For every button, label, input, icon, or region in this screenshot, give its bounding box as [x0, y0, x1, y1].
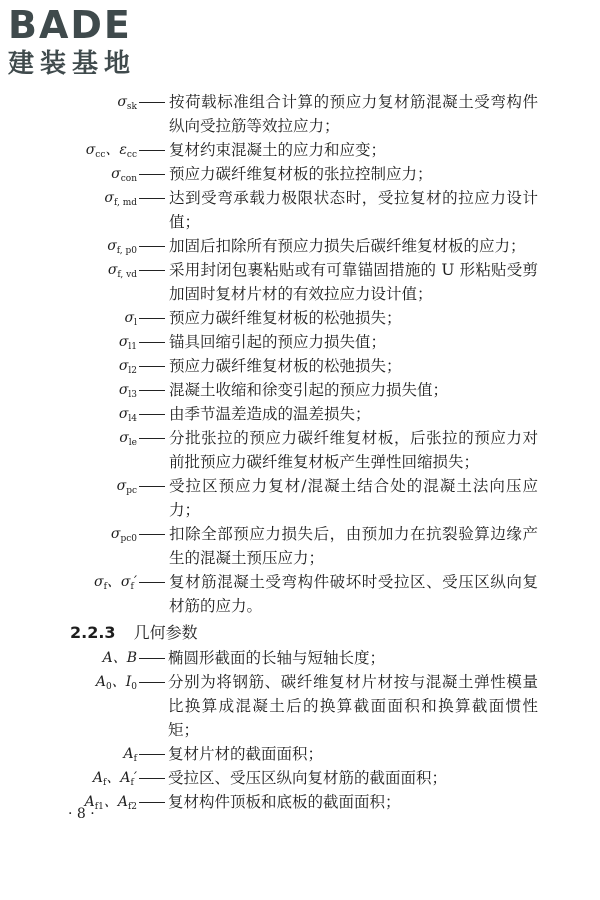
definition-entry: [0, 354, 600, 378]
symbol-subscript: f, md: [113, 198, 137, 208]
symbol-main: σ: [117, 94, 127, 110]
symbol-subscript: f: [133, 754, 137, 764]
definition-entry: [0, 330, 600, 354]
symbol-second-subscript: f: [130, 778, 134, 788]
definition-text: 采用封闭包裹粘贴或有可靠锚固措施的 U 形粘贴受剪加固时复材片材的有效拉应力设计值；: [169, 261, 538, 303]
symbol-main: σ: [119, 430, 129, 446]
symbol-main: A: [84, 794, 95, 810]
definition-entry: [0, 402, 600, 426]
symbol: [117, 474, 137, 503]
symbol: [104, 186, 137, 215]
symbol: [108, 258, 137, 287]
symbol-second-subscript: 0: [131, 682, 137, 692]
definition-text: 受拉区预应力复材/混凝土结合处的混凝土法向压应力；: [169, 477, 538, 519]
definition-entry: [0, 234, 600, 258]
geometry-symbol-list: [0, 646, 600, 814]
symbol-second-subscript: f: [130, 582, 134, 592]
definition-text: 复材约束混凝土的应力和应变；: [169, 141, 387, 159]
definition-text: 扣除全部预应力损失后，由预加力在抗裂验算边缘产生的混凝土预压应力；: [169, 525, 538, 567]
symbol-prime: ′: [133, 574, 137, 590]
definition-entry: [0, 766, 600, 790]
symbol-second-subscript: f2: [127, 802, 137, 812]
definition-entry: [0, 670, 600, 742]
definition-text: 预应力碳纤维复材板的张拉控制应力；: [169, 165, 433, 183]
definition-entry: [0, 742, 600, 766]
symbol-main: σ: [94, 574, 104, 590]
definition-text: 分别为将钢筋、碳纤维复材片材按与混凝土弹性模量比换算成混凝土后的换算截面面积和换算截面惯性矩；: [168, 673, 538, 739]
bade-logo: [8, 4, 178, 88]
symbol: A、B: [102, 650, 137, 666]
symbol-subscript: f, p0: [116, 246, 137, 256]
symbol-subscript: con: [120, 174, 137, 184]
definition-text: 加固后扣除所有预应力损失后碳纤维复材板的应力；: [169, 237, 526, 255]
symbol-subscript: l3: [128, 390, 137, 400]
definition-text: 分批张拉的预应力碳纤维复材板，后张拉的预应力对前批预应力碳纤维复材板产生弹性回缩损失；: [169, 429, 538, 471]
symbol-subscript: l1: [128, 342, 137, 352]
definition-text: 达到受弯承载力极限状态时，受拉复材的拉应力设计值；: [169, 189, 538, 231]
symbol-second: A: [117, 794, 128, 810]
symbol-prime: ′: [133, 770, 137, 786]
definition-entry: [0, 426, 600, 474]
symbol-subscript: l4: [128, 414, 137, 424]
definition-entry: [0, 474, 600, 522]
symbol-subscript: f1: [94, 802, 104, 812]
symbol-main: σ: [107, 262, 118, 278]
symbol-main: σ: [85, 142, 96, 158]
definition-entry: [0, 186, 600, 234]
symbol: $A_f$、$A_f'$: [92, 770, 137, 788]
symbol-main: A: [123, 746, 134, 762]
definition-entry: [0, 378, 600, 402]
symbol: [111, 522, 137, 551]
symbol-subscript: f, vd: [117, 270, 137, 280]
definition-entry: [0, 162, 600, 186]
symbol-second: σ: [120, 574, 131, 590]
definition-text: 复材片材的截面面积；: [168, 745, 324, 763]
symbol-main: σ: [124, 310, 135, 326]
symbol-main: σ: [116, 478, 127, 494]
symbol-second: ε: [119, 142, 127, 158]
symbol-subscript: le: [128, 438, 137, 448]
symbol-main: σ: [110, 526, 121, 542]
symbol-main: σ: [118, 382, 129, 398]
stress-symbol-list: [0, 90, 600, 618]
symbol-main: σ: [118, 358, 129, 374]
definition-text: 按荷载标准组合计算的预应力复材筋混凝土受弯构件纵向受拉筋等效拉应力；: [169, 93, 538, 135]
symbol-subscript: 0: [106, 682, 112, 692]
definition-text: 受拉区、受压区纵向复材筋的截面面积；: [168, 769, 448, 787]
symbol: [119, 426, 137, 455]
definition-entry: [0, 258, 600, 306]
definition-text: 由季节温差造成的温差损失；: [169, 405, 371, 423]
symbol-main: A: [92, 770, 103, 786]
symbol-subscript: pc0: [120, 534, 137, 544]
definition-text: 预应力碳纤维复材板的松弛损失；: [169, 357, 402, 375]
symbol-main: A: [95, 674, 106, 690]
symbol: $A_{f1}$、$A_{f2}$: [84, 794, 137, 812]
definition-text: 复材筋混凝土受弯构件破坏时受拉区、受压区纵向复材筋的应力。: [169, 573, 538, 615]
symbol-main: σ: [104, 190, 114, 206]
symbol-subscript: cc: [95, 150, 106, 160]
symbol-main: σ: [118, 334, 129, 350]
logo-wordmark: BADE: [8, 3, 132, 47]
symbol: $A_0$、$I_0$: [95, 674, 137, 692]
symbol-subscript: l2: [128, 366, 137, 376]
definition-entry: [0, 570, 600, 618]
symbol-main: σ: [118, 406, 129, 422]
symbol-main: σ: [107, 238, 117, 254]
definition-text: 复材构件顶板和底板的截面面积；: [168, 793, 401, 811]
definition-entry: [0, 646, 600, 670]
logo-chinese-text: 建装基地: [8, 49, 137, 79]
symbol-second: I: [125, 674, 132, 690]
definition-text: 椭圆形截面的长轴与短轴长度；: [168, 649, 386, 667]
definition-entry: [0, 138, 600, 162]
definition-entry: [0, 522, 600, 570]
symbol: $\sigma_{cc}$、$\varepsilon_{cc}$: [85, 142, 137, 160]
symbol-subscript: l: [134, 318, 137, 328]
symbol-second-subscript: cc: [126, 150, 137, 160]
symbol-subscript: pc: [126, 486, 137, 496]
section-title: 几何参数: [133, 623, 198, 642]
symbol-subscript: f: [103, 778, 107, 788]
definition-text: 预应力碳纤维复材板的松弛损失；: [169, 309, 402, 327]
symbol-subscript: sk: [126, 102, 137, 112]
page-number: · 8 ·: [68, 806, 95, 822]
symbol-second: A: [120, 770, 131, 786]
symbol-definitions: [0, 90, 600, 814]
symbol: $\sigma_f$、$\sigma_f'$: [94, 574, 137, 592]
symbol-second: B: [126, 650, 137, 666]
symbol-main: A: [102, 650, 113, 666]
definition-entry: [0, 90, 600, 138]
symbol: [117, 90, 137, 119]
definition-entry: [0, 306, 600, 330]
symbol-main: σ: [111, 166, 121, 182]
definition-text: 锚具回缩引起的预应力损失值；: [169, 333, 387, 351]
section-number: 2.2.3: [70, 623, 116, 642]
symbol-subscript: f: [103, 582, 107, 592]
section-heading: [70, 620, 600, 646]
definition-text: 混凝土收缩和徐变引起的预应力损失值；: [169, 381, 449, 399]
